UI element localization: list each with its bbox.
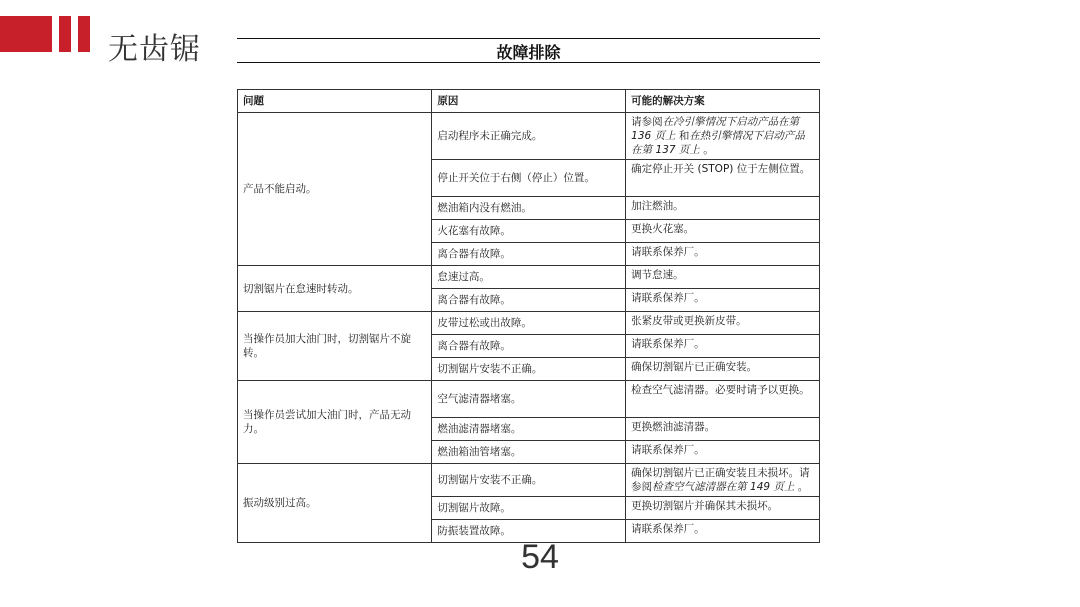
slide-title: 无齿锯	[108, 32, 201, 67]
table-header-row	[238, 90, 820, 113]
solution-text: 。	[699, 144, 714, 156]
solution-cell	[626, 335, 820, 358]
problem-cell: 产品不能启动。	[238, 113, 432, 266]
cause-cell: 怠速过高。	[432, 266, 626, 289]
page-number: 54	[521, 538, 559, 576]
solution-cell	[626, 358, 820, 381]
solution-cell	[626, 266, 820, 289]
column-header-cause: 原因	[432, 90, 626, 113]
cause-cell: 燃油箱内没有燃油。	[432, 197, 626, 220]
column-header-problem: 问题	[238, 90, 432, 113]
problem-cell: 当操作员加大油门时，切割锯片不旋转。	[238, 312, 432, 381]
cause-cell: 离合器有故障。	[432, 335, 626, 358]
solution-text: 请联系保养厂。	[631, 246, 705, 258]
solution-cell	[626, 381, 820, 418]
heading-rule-bottom	[237, 62, 820, 63]
solution-text: 请联系保养厂。	[631, 292, 705, 304]
cause-cell: 离合器有故障。	[432, 243, 626, 266]
table-row	[238, 266, 820, 289]
solution-cell	[626, 441, 820, 464]
accent-bar-stripe	[78, 16, 90, 52]
cause-cell: 停止开关位于右侧（停止）位置。	[432, 160, 626, 197]
solution-text: 张紧皮带或更换新皮带。	[631, 315, 747, 327]
solution-text: 请联系保养厂。	[631, 338, 705, 350]
cause-cell: 启动程序未正确完成。	[432, 113, 626, 160]
brand-accent-bars	[0, 16, 90, 52]
solution-text: 请参阅	[631, 116, 663, 128]
solution-cell	[626, 243, 820, 266]
solution-cell	[626, 197, 820, 220]
cause-cell: 燃油箱油管堵塞。	[432, 441, 626, 464]
solution-cell	[626, 520, 820, 543]
column-header-solution: 可能的解决方案	[626, 90, 820, 113]
solution-text: 请联系保养厂。	[631, 523, 705, 535]
solution-cell	[626, 113, 820, 160]
table-row	[238, 464, 820, 497]
solution-cell	[626, 160, 820, 197]
solution-cell	[626, 497, 820, 520]
solution-text: 调节怠速。	[631, 269, 684, 281]
cause-cell: 火花塞有故障。	[432, 220, 626, 243]
accent-bar-block	[0, 16, 52, 52]
solution-text: 确保切割锯片已正确安装且未损坏。请参阅	[631, 467, 810, 493]
solution-text: 更换燃油滤清器。	[631, 421, 716, 433]
solution-text: 检查空气滤清器。必要时请予以更换。	[631, 384, 810, 396]
table-body	[238, 113, 820, 543]
table-row	[238, 312, 820, 335]
cross-reference-text: 检查空气滤清器在第 149 页上	[652, 481, 795, 493]
solution-text: 。	[794, 481, 809, 493]
document-heading: 故障排除	[496, 43, 561, 62]
cross-reference-text: 在热引擎情况下启动产品在第 137 页上	[631, 130, 805, 156]
solution-cell	[626, 289, 820, 312]
cause-cell: 离合器有故障。	[432, 289, 626, 312]
cause-cell: 切割锯片安装不正确。	[432, 358, 626, 381]
cross-reference-text: 在冷引擎情况下启动产品在第 136 页上	[631, 116, 800, 142]
solution-text: 确定停止开关 (STOP) 位于左侧位置。	[631, 163, 811, 175]
solution-cell	[626, 464, 820, 497]
problem-cell: 振动级别过高。	[238, 464, 432, 543]
solution-text: 加注燃油。	[631, 200, 684, 212]
cause-cell: 空气滤清器堵塞。	[432, 381, 626, 418]
solution-text: 更换切割锯片并确保其未损坏。	[631, 500, 779, 512]
accent-bar-stripe	[59, 16, 71, 52]
solution-cell	[626, 418, 820, 441]
cause-cell: 切割锯片故障。	[432, 497, 626, 520]
table-row	[238, 381, 820, 418]
cause-cell: 切割锯片安装不正确。	[432, 464, 626, 497]
problem-cell: 当操作员尝试加大油门时，产品无动力。	[238, 381, 432, 464]
table-row	[238, 113, 820, 160]
solution-cell	[626, 220, 820, 243]
solution-text: 请联系保养厂。	[631, 444, 705, 456]
solution-text: 更换火花塞。	[631, 223, 695, 235]
heading-rule-top	[237, 38, 820, 39]
solution-cell	[626, 312, 820, 335]
cause-cell: 防振装置故障。	[432, 520, 626, 543]
cause-cell: 燃油滤清器堵塞。	[432, 418, 626, 441]
solution-text: 和	[675, 130, 690, 142]
cause-cell: 皮带过松或出故障。	[432, 312, 626, 335]
solution-text: 确保切割锯片已正确安装。	[631, 361, 758, 373]
problem-cell: 切割锯片在怠速时转动。	[238, 266, 432, 312]
troubleshooting-table	[237, 89, 820, 543]
